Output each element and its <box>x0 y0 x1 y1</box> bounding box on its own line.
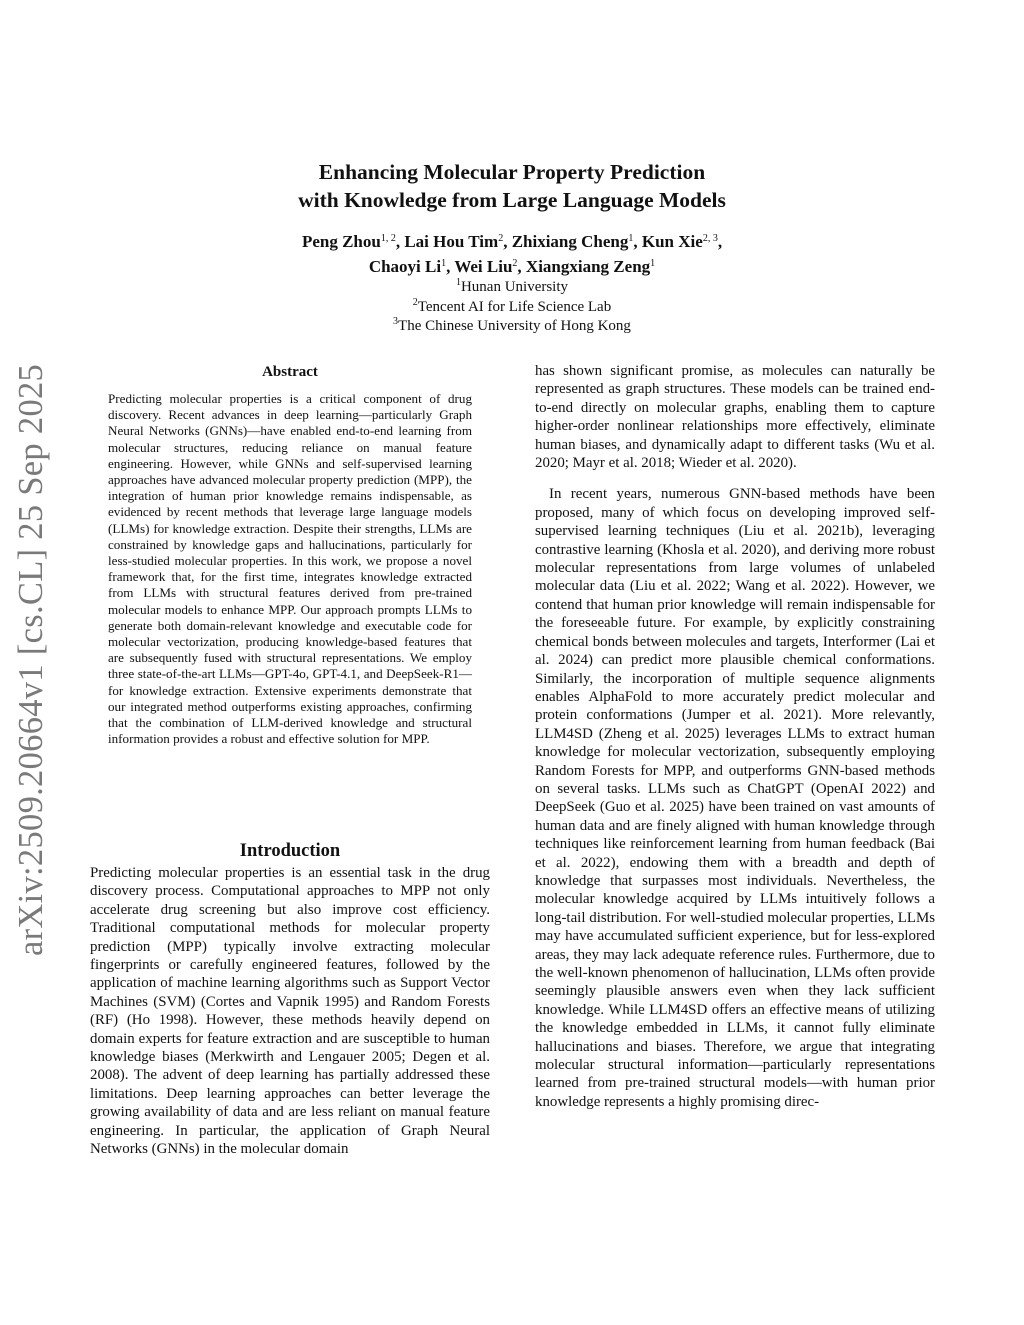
author-separator: , <box>633 232 642 251</box>
author-separator: , <box>446 257 455 276</box>
introduction-paragraph-2: In recent years, numerous GNN-based methods have been proposed, many of which focus on developing improved self-supervised learning techniques (Liu et al. 2021b), leveraging contrastive learning (Khosla et al. 2020), and deriving more robust molecular representations from large volumes of unlabeled molecular data (Liu et al. 2022; Wang et al. 2022). However, we contend that human prior knowledge will remain indispensable for the foreseeable future. For example, by explicitly constraining chemical bonds between molecules and targets, Interformer (Lai et al. 2024) can predict more plausible chemical conformations. Similarly, the incorporation of multiple sequence alignments enables AlphaFold to more accurately predict molecular and protein conformations (Jumper et al. 2021). More relevantly, LLM4SD (Zheng et al. 2025) leverages LLMs to extract human knowledge for molecular vectorization, subsequently employing Random Forests for MPP, and outperforms GNN-based methods on several tasks. LLMs such as ChatGPT (OpenAI 2022) and DeepSeek (Guo et al. 2025) have been trained on vast amounts of human data and are finely aligned with human knowledge through techniques like reinforcement learning from human feedback (Bai et al. 2022), endowing them with a breadth and depth of knowledge that surpasses most individuals. Nevertheless, the molecular knowledge acquired by LLMs intuitively follows a long-tail distribution. For well-studied molecular properties, LLMs may have accumulated sufficient experience, but for less-explored areas, they may lack adequate reference rules. Furthermore, due to the well-known phenomenon of hallucination, LLMs often provide seemingly plausible answers even when they lack sufficient knowledge. While LLM4SD offers an effective means of utilizing the knowledge embedded in LLMs, it cannot fully eliminate hallucinations and biases. Therefore, we argue that integrating molecular structural information—particularly representations learned from pre-trained structural models—with human prior knowledge represents a highly promising direc- <box>535 486 935 1110</box>
abstract-heading: Abstract <box>262 364 318 380</box>
abstract-body <box>108 391 472 747</box>
introduction-paragraph-1-continued: has shown significant promise, as molecules can naturally be represented as graph structures. These models can be trained end-to-end directly on molecular graphs, enabling them to capture higher-order nonlinear relationships more effectively, eliminate human biases, and dynamically adapt to different tasks (Wu et al. 2020; Mayr et al. 2018; Wieder et al. 2020). <box>535 363 935 472</box>
introduction-left-column <box>90 864 490 1159</box>
author-affil-mark: 2 <box>512 258 518 269</box>
author-separator: , <box>717 232 723 251</box>
title-line-2: with Knowledge from Large Language Models <box>298 188 726 212</box>
author-affil-mark: 1 <box>441 258 447 269</box>
affiliation-name: Tencent AI for Life Science Lab <box>417 298 612 315</box>
affiliation-number: 3 <box>393 316 399 327</box>
author-affil-mark: 1, 2 <box>380 233 396 244</box>
affiliation <box>0 298 1024 318</box>
affiliation <box>0 317 1024 337</box>
introduction-right-column <box>535 362 935 1111</box>
title-line-1: Enhancing Molecular Property Prediction <box>318 160 706 184</box>
author-affil-mark: 1 <box>650 258 656 269</box>
author-name: Zhixiang Cheng <box>511 232 629 251</box>
author-name: Lai Hou Tim <box>404 232 499 251</box>
author-affil-mark: 1 <box>628 233 634 244</box>
author-separator: , <box>395 232 405 251</box>
affiliation-number: 1 <box>455 277 461 288</box>
introduction-heading: Introduction <box>239 841 341 861</box>
introduction-paragraph-1: Predicting molecular properties is an essential task in the drug discovery process. Computational approaches to MPP not only accelerate drug screening but also improve cost efficiency. Traditional computational methods for molecular property prediction (MPP) typically involve extracting molecular fingerprints or carefully engineered features, followed by the application of machine learning algorithms such as Support Vector Machines (SVM) (Cortes and Vapnik 1995) and Random Forests (RF) (Ho 1998). However, these methods heavily depend on domain experts for feature extraction and are susceptible to human knowledge biases (Merkwirth and Lengauer 2005; Degen et al. 2008). The advent of deep learning has partially addressed these limitations. Deep learning approaches can better leverage the growing availability of data and are less reliant on manual feature engineering. In particular, the application of Graph Neural Networks (GNNs) in the molecular domain <box>90 865 490 1158</box>
affiliation-number: 2 <box>412 296 418 308</box>
abstract-paragraph: Predicting molecular properties is a critical component of drug discovery. Recent advances in deep learning—particularly Graph Neural Networks (GNNs)—have enabled end-to-end learning from molecular structures, reducing reliance on manual feature engineering. However, while GNNs and self-supervised learning approaches have advanced molecular property prediction (MPP), the integration of human prior knowledge remains indispensable, as evidenced by recent methods that leverage large language models (LLMs) for knowledge extraction. Despite their strengths, LLMs are constrained by knowledge gaps and hallucinations, particularly for less-studied molecular properties. In this work, we propose a novel framework that, for the first time, integrates knowledge extracted from LLMs with structural features derived from pre-trained molecular models to enhance MPP. Our approach prompts LLMs to generate both domain-relevant knowledge and executable code for molecular vectorization, producing knowledge-based features that are subsequently fused with structural representations. We employ three state-of-the-art LLMs—GPT-4o, GPT-4.1, and DeepSeek-R1—for knowledge extraction. Extensive experiments demonstrate that our integrated method outperforms existing approaches, confirming that the combination of LLM-derived knowledge and structural information provides a robust and effective solution for MPP. <box>108 391 472 747</box>
author-line-1 <box>0 229 1024 254</box>
author-name: Peng Zhou <box>301 232 381 251</box>
paper-title <box>0 158 1024 214</box>
affiliation-name: Hunan University <box>460 279 569 295</box>
author-separator: , <box>517 257 526 276</box>
affiliation-name: The Chinese University of Hong Kong <box>398 318 631 334</box>
author-name: Xiangxiang Zeng <box>525 257 651 276</box>
author-name: Kun Xie <box>641 232 703 251</box>
author-affil-mark: 2, 3 <box>702 233 718 244</box>
author-name: Chaoyi Li <box>368 257 442 276</box>
affiliation-list <box>0 278 1024 337</box>
author-affil-mark: 2 <box>498 233 504 244</box>
arxiv-identifier: arXiv:2509.20664v1 [cs.CL] 25 Sep 2025 <box>12 363 50 956</box>
author-separator: , <box>503 232 512 251</box>
author-list <box>0 229 1024 279</box>
author-name: Wei Liu <box>454 257 513 276</box>
author-line-2 <box>0 254 1024 279</box>
affiliation <box>0 278 1024 298</box>
